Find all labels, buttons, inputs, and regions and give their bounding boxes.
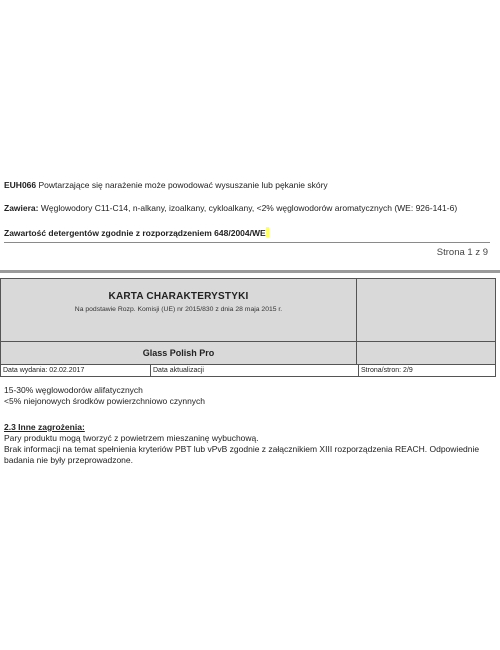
- document-title: KARTA CHARAKTERYSTYKI: [108, 291, 249, 302]
- contains-text: Węglowodory C11-C14, n-alkany, izoalkany, cykloalkany, <2% węglowodorów aromatycznych (WE: 926-141-6): [38, 203, 458, 213]
- document-subtitle: Na podstawie Rozp. Komisji (UE) nr 2015/830 z dnia 28 maja 2015 r.: [74, 306, 283, 313]
- hazard-statement-euh066: [4, 180, 328, 190]
- product-name: Glass Polish Pro: [1, 342, 357, 364]
- composition-item: <5% niejonowych środków powierzchniowo czynnych: [4, 396, 206, 406]
- header-product-row: [1, 342, 495, 365]
- header-title-cell: [1, 279, 357, 341]
- header-title-row: [1, 279, 495, 342]
- composition-item: 15-30% węglowodorów alifatycznych: [4, 385, 143, 395]
- composition-list: [4, 385, 205, 407]
- contains-label: Zawiera:: [4, 203, 39, 213]
- header-info-row: [1, 365, 495, 376]
- text-cursor-highlight: [266, 227, 269, 237]
- header-product-side-cell: [357, 342, 495, 364]
- page-count: Strona/stron: 2/9: [361, 367, 413, 374]
- section-2-3: [4, 422, 479, 466]
- update-date: Data aktualizacji: [151, 365, 359, 376]
- issue-date: Data wydania: 02.02.2017: [1, 365, 151, 376]
- section-heading: 2.3 Inne zagrożenia:: [4, 422, 85, 432]
- section-line: Brak informacji na temat spełnienia kryteriów PBT lub vPvB zgodnie z załącznikiem XIII rozporządzenia REACH. Odpowiednie: [4, 444, 480, 454]
- hazard-text: Powtarzające się narażenie może powodować wysuszanie lub pękanie skóry: [36, 180, 328, 190]
- page-separator: [0, 270, 500, 273]
- section-line: badania nie były przeprowadzone.: [4, 455, 134, 465]
- document-header-table: [0, 278, 496, 377]
- footer-rule: [4, 242, 490, 243]
- hazard-code: EUH066: [4, 180, 37, 190]
- contains-statement: [4, 203, 457, 213]
- section-line: Pary produktu mogą tworzyć z powietrzem mieszaninę wybuchową.: [4, 433, 259, 443]
- detergents-statement: [4, 227, 269, 238]
- header-logo-cell: [357, 279, 495, 341]
- detergents-text: Zawartość detergentów zgodnie z rozporządzeniem 648/2004/WE: [4, 228, 266, 238]
- page-number: Strona 1 z 9: [436, 247, 488, 258]
